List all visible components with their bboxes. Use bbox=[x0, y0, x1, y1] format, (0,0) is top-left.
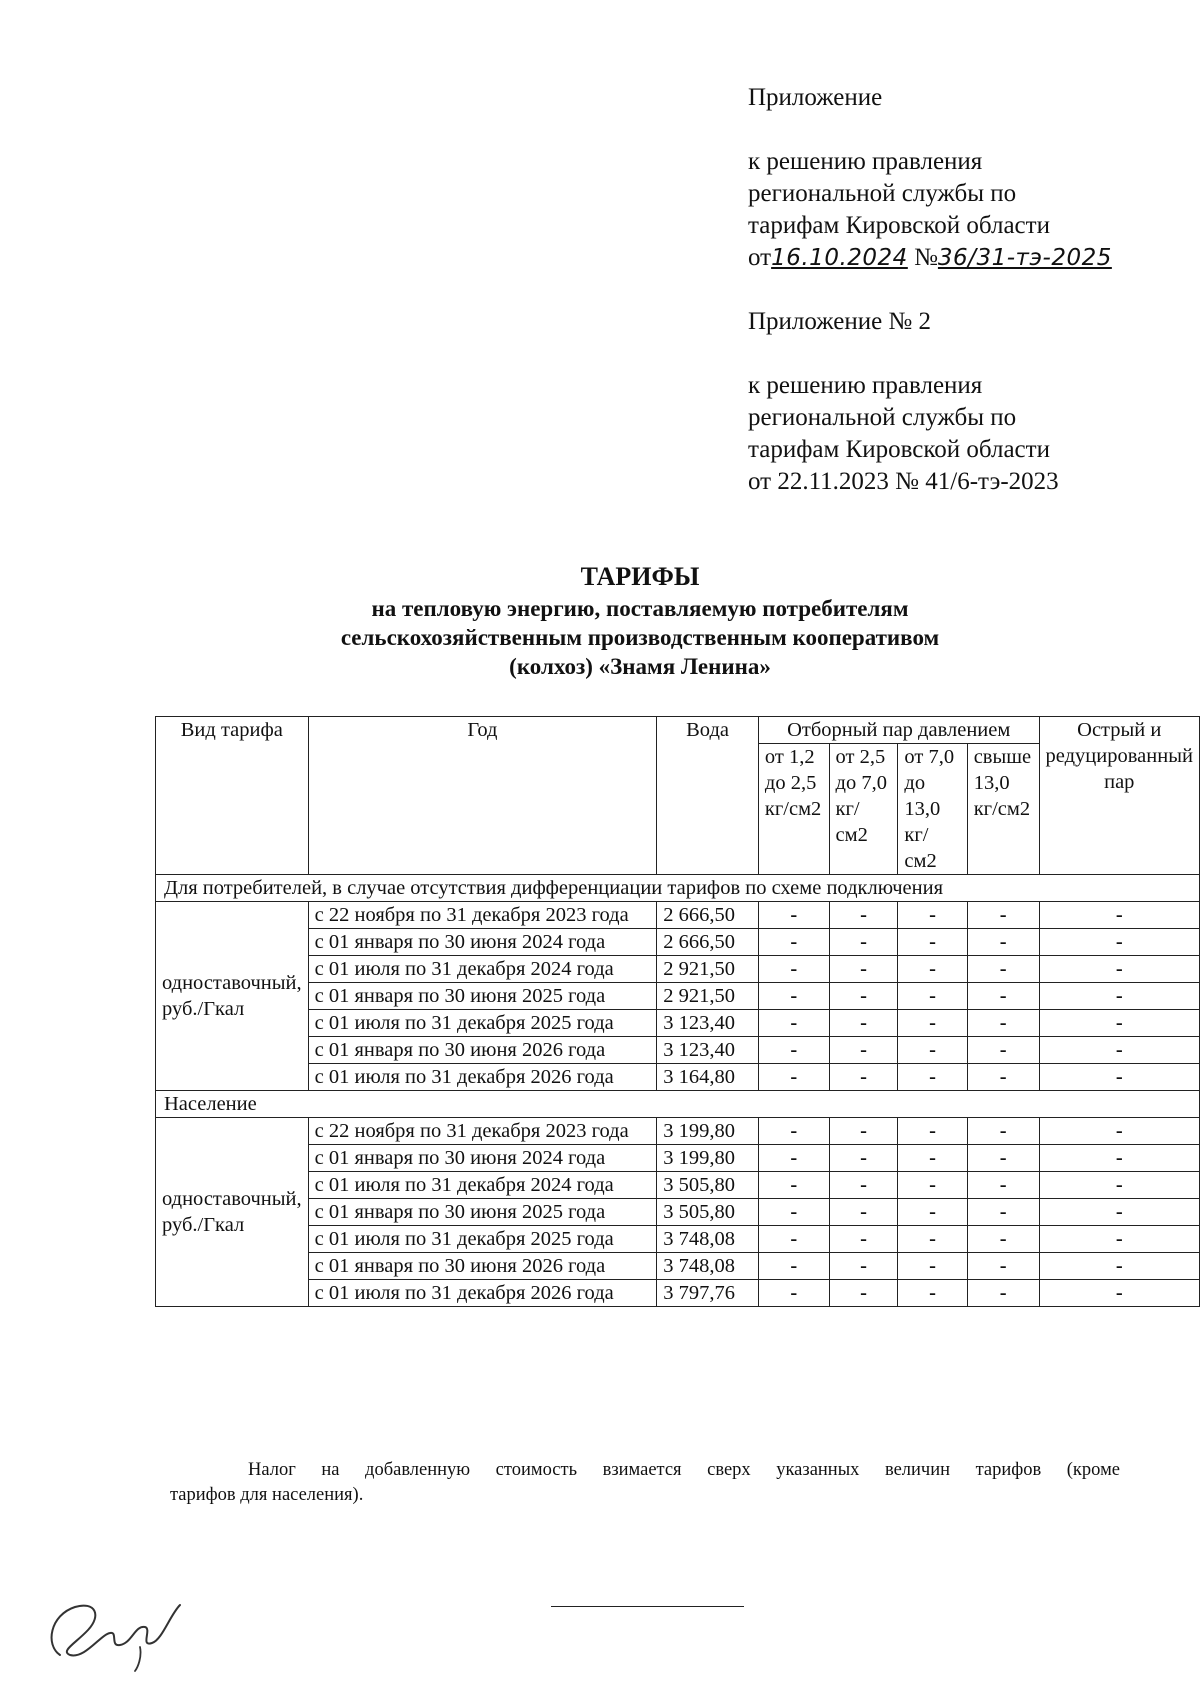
section-population bbox=[156, 1091, 1200, 1307]
appendix-heading: Приложение bbox=[748, 84, 883, 111]
handwritten-signature bbox=[40, 1585, 190, 1675]
title-line-1: на тепловую энергию, поставляемую потребителям bbox=[371, 596, 909, 621]
pressure-3-cell: - bbox=[898, 1145, 967, 1172]
sharp-steam-cell: - bbox=[1039, 929, 1199, 956]
water-cell: 2 921,50 bbox=[657, 983, 759, 1010]
pressure-3-cell: - bbox=[898, 1118, 967, 1145]
period-cell: с 01 июля по 31 декабря 2025 года bbox=[308, 1010, 657, 1037]
header-pressure-1: от 1,2 до 2,5 кг/см2 bbox=[758, 744, 829, 875]
pressure-1-cell: - bbox=[758, 956, 829, 983]
header-pressure-4: свыше 13,0 кг/см2 bbox=[967, 744, 1039, 875]
pressure-3-cell: - bbox=[898, 929, 967, 956]
title-main: ТАРИФЫ bbox=[580, 562, 700, 591]
pressure-3-cell: - bbox=[898, 1226, 967, 1253]
appendix2-line-2: региональной службы по bbox=[748, 404, 1017, 431]
period-cell: с 01 июля по 31 декабря 2024 года bbox=[308, 956, 657, 983]
water-cell: 3 164,80 bbox=[657, 1064, 759, 1091]
pressure-4-cell: - bbox=[967, 1226, 1039, 1253]
pressure-1-cell: - bbox=[758, 902, 829, 929]
header-water: Вода bbox=[657, 717, 759, 875]
pressure-4-cell: - bbox=[967, 1172, 1039, 1199]
pressure-4-cell: - bbox=[967, 1010, 1039, 1037]
sharp-steam-cell: - bbox=[1039, 1199, 1199, 1226]
pressure-2-cell: - bbox=[829, 1253, 898, 1280]
sharp-steam-cell: - bbox=[1039, 1280, 1199, 1307]
pressure-1-cell: - bbox=[758, 1064, 829, 1091]
period-cell: с 01 января по 30 июня 2025 года bbox=[308, 983, 657, 1010]
water-cell: 3 199,80 bbox=[657, 1145, 759, 1172]
appendix-line-3: тарифам Кировской области bbox=[748, 212, 1050, 239]
vat-note-line-2: тарифов для населения). bbox=[170, 1485, 364, 1505]
pressure-3-cell: - bbox=[898, 1253, 967, 1280]
pressure-1-cell: - bbox=[758, 1172, 829, 1199]
appendix2-line-3: тарифам Кировской области bbox=[748, 436, 1050, 463]
sharp-steam-cell: - bbox=[1039, 1253, 1199, 1280]
pressure-2-cell: - bbox=[829, 929, 898, 956]
sharp-steam-cell: - bbox=[1039, 956, 1199, 983]
table-row bbox=[156, 1199, 1200, 1226]
appendix2-line-1: к решению правления bbox=[748, 372, 983, 399]
tariff-type-cell: одноставочный, руб./Гкал bbox=[156, 1118, 309, 1307]
table-row bbox=[156, 929, 1200, 956]
water-cell: 3 748,08 bbox=[657, 1226, 759, 1253]
pressure-3-cell: - bbox=[898, 1172, 967, 1199]
header-pressure-2: от 2,5 до 7,0 кг/см2 bbox=[829, 744, 898, 875]
pressure-4-cell: - bbox=[967, 956, 1039, 983]
pressure-1-cell: - bbox=[758, 1010, 829, 1037]
water-cell: 3 505,80 bbox=[657, 1172, 759, 1199]
tariffs-table bbox=[155, 716, 1200, 1307]
water-cell: 2 921,50 bbox=[657, 956, 759, 983]
sharp-steam-cell: - bbox=[1039, 1145, 1199, 1172]
pressure-1-cell: - bbox=[758, 929, 829, 956]
header-year: Год bbox=[308, 717, 657, 875]
vat-note bbox=[170, 1458, 1120, 1508]
period-cell: с 01 июля по 31 декабря 2026 года bbox=[308, 1064, 657, 1091]
water-cell: 3 748,08 bbox=[657, 1253, 759, 1280]
pressure-1-cell: - bbox=[758, 1145, 829, 1172]
header-steam: Отборный пар давлением bbox=[758, 717, 1039, 744]
section-title: Население bbox=[156, 1091, 1200, 1118]
pressure-2-cell: - bbox=[829, 1064, 898, 1091]
pressure-4-cell: - bbox=[967, 983, 1039, 1010]
section-consumers bbox=[156, 875, 1200, 1091]
pressure-1-cell: - bbox=[758, 1037, 829, 1064]
pressure-2-cell: - bbox=[829, 902, 898, 929]
pressure-4-cell: - bbox=[967, 1064, 1039, 1091]
pressure-1-cell: - bbox=[758, 1226, 829, 1253]
header-row-1 bbox=[156, 717, 1200, 744]
pressure-3-cell: - bbox=[898, 1064, 967, 1091]
handwritten-date: 16.10.2024 bbox=[771, 245, 908, 271]
header-tariff-type: Вид тарифа bbox=[156, 717, 309, 875]
pressure-3-cell: - bbox=[898, 983, 967, 1010]
period-cell: с 01 июля по 31 декабря 2025 года bbox=[308, 1226, 657, 1253]
table-row bbox=[156, 956, 1200, 983]
pressure-3-cell: - bbox=[898, 1199, 967, 1226]
pressure-2-cell: - bbox=[829, 983, 898, 1010]
period-cell: с 22 ноября по 31 декабря 2023 года bbox=[308, 902, 657, 929]
appendix-line-2: региональной службы по bbox=[748, 180, 1017, 207]
period-cell: с 01 января по 30 июня 2025 года bbox=[308, 1199, 657, 1226]
pressure-2-cell: - bbox=[829, 1199, 898, 1226]
table-row bbox=[156, 1064, 1200, 1091]
water-cell: 3 797,76 bbox=[657, 1280, 759, 1307]
pressure-4-cell: - bbox=[967, 1037, 1039, 1064]
title-line-2: сельскохозяйственным производственным кооперативом bbox=[340, 625, 940, 650]
pressure-3-cell: - bbox=[898, 1037, 967, 1064]
handwritten-number: 36/31-тэ-2025 bbox=[937, 245, 1112, 271]
pressure-4-cell: - bbox=[967, 902, 1039, 929]
period-cell: с 01 января по 30 июня 2024 года bbox=[308, 1145, 657, 1172]
table-row bbox=[156, 1118, 1200, 1145]
section-title-row bbox=[156, 875, 1200, 902]
pressure-2-cell: - bbox=[829, 1280, 898, 1307]
appendix2-heading: Приложение № 2 bbox=[748, 308, 932, 335]
table-row bbox=[156, 1226, 1200, 1253]
header-pressure-3: от 7,0 до 13,0 кг/см2 bbox=[898, 744, 967, 875]
sharp-steam-cell: - bbox=[1039, 902, 1199, 929]
table-row bbox=[156, 1037, 1200, 1064]
period-cell: с 01 июля по 31 декабря 2026 года bbox=[308, 1280, 657, 1307]
pressure-3-cell: - bbox=[898, 902, 967, 929]
sharp-steam-cell: - bbox=[1039, 1037, 1199, 1064]
pressure-2-cell: - bbox=[829, 1037, 898, 1064]
separator-line bbox=[551, 1606, 744, 1607]
pressure-3-cell: - bbox=[898, 1010, 967, 1037]
pressure-1-cell: - bbox=[758, 1118, 829, 1145]
sharp-steam-cell: - bbox=[1039, 983, 1199, 1010]
sharp-steam-cell: - bbox=[1039, 1172, 1199, 1199]
pressure-2-cell: - bbox=[829, 1226, 898, 1253]
sharp-steam-cell: - bbox=[1039, 1226, 1199, 1253]
water-cell: 3 123,40 bbox=[657, 1010, 759, 1037]
period-cell: с 01 января по 30 июня 2024 года bbox=[308, 929, 657, 956]
table-row bbox=[156, 1145, 1200, 1172]
appendix-line-1: к решению правления bbox=[748, 148, 983, 175]
sharp-steam-cell: - bbox=[1039, 1010, 1199, 1037]
table-row bbox=[156, 1280, 1200, 1307]
document-title bbox=[140, 560, 1140, 681]
period-cell: с 01 января по 30 июня 2026 года bbox=[308, 1253, 657, 1280]
header-sharp-steam: Острый и редуцированный пар bbox=[1039, 717, 1199, 875]
pressure-2-cell: - bbox=[829, 1118, 898, 1145]
period-cell: с 01 июля по 31 декабря 2024 года bbox=[308, 1172, 657, 1199]
table-row bbox=[156, 1172, 1200, 1199]
pressure-2-cell: - bbox=[829, 956, 898, 983]
period-cell: с 01 января по 30 июня 2026 года bbox=[308, 1037, 657, 1064]
date-prefix: от bbox=[748, 244, 772, 271]
table-row bbox=[156, 1253, 1200, 1280]
pressure-3-cell: - bbox=[898, 1280, 967, 1307]
pressure-1-cell: - bbox=[758, 1253, 829, 1280]
pressure-2-cell: - bbox=[829, 1172, 898, 1199]
table-row bbox=[156, 902, 1200, 929]
water-cell: 2 666,50 bbox=[657, 929, 759, 956]
vat-note-line-1: Налог на добавленную стоимость взимается сверх указанных величин тарифов (кроме bbox=[248, 1460, 1120, 1480]
pressure-4-cell: - bbox=[967, 1280, 1039, 1307]
appendix-date-line bbox=[748, 242, 1168, 274]
sharp-steam-cell: - bbox=[1039, 1118, 1199, 1145]
pressure-3-cell: - bbox=[898, 956, 967, 983]
pressure-2-cell: - bbox=[829, 1145, 898, 1172]
pressure-4-cell: - bbox=[967, 929, 1039, 956]
appendix-block bbox=[748, 82, 1168, 498]
pressure-2-cell: - bbox=[829, 1010, 898, 1037]
water-cell: 3 123,40 bbox=[657, 1037, 759, 1064]
number-prefix: № bbox=[914, 244, 938, 271]
sharp-steam-cell: - bbox=[1039, 1064, 1199, 1091]
pressure-1-cell: - bbox=[758, 1199, 829, 1226]
period-cell: с 22 ноября по 31 декабря 2023 года bbox=[308, 1118, 657, 1145]
pressure-4-cell: - bbox=[967, 1253, 1039, 1280]
pressure-4-cell: - bbox=[967, 1118, 1039, 1145]
section-title-row bbox=[156, 1091, 1200, 1118]
table-row bbox=[156, 983, 1200, 1010]
tariff-type-cell: одноставочный, руб./Гкал bbox=[156, 902, 309, 1091]
water-cell: 3 505,80 bbox=[657, 1199, 759, 1226]
table-row bbox=[156, 1010, 1200, 1037]
title-line-3: (колхоз) «Знамя Ленина» bbox=[509, 654, 771, 679]
water-cell: 2 666,50 bbox=[657, 902, 759, 929]
pressure-4-cell: - bbox=[967, 1145, 1039, 1172]
section-title: Для потребителей, в случае отсутствия дифференциации тарифов по схеме подключения bbox=[156, 875, 1200, 902]
water-cell: 3 199,80 bbox=[657, 1118, 759, 1145]
appendix2-line-4: от 22.11.2023 № 41/6-тэ-2023 bbox=[748, 468, 1059, 495]
pressure-1-cell: - bbox=[758, 1280, 829, 1307]
pressure-1-cell: - bbox=[758, 983, 829, 1010]
pressure-4-cell: - bbox=[967, 1199, 1039, 1226]
